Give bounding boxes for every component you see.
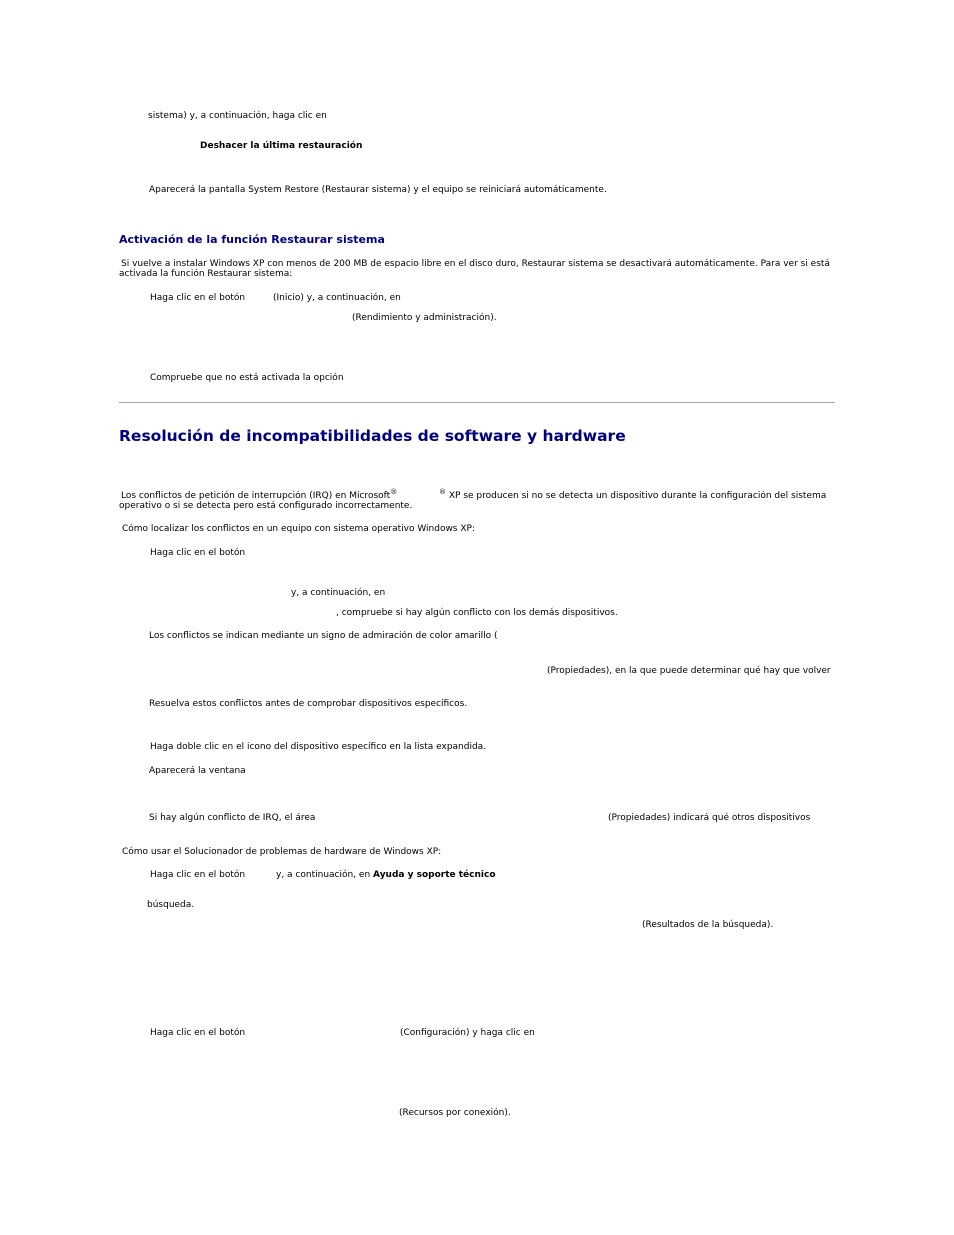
cfg-step-b: (Configuración) y haga clic en (400, 1028, 535, 1038)
resources-label: (Recursos por conexión). (399, 1108, 511, 1118)
locate-step4: Haga doble clic en el icono del dispositivo específico en la lista expandida. (150, 742, 487, 752)
registered-mark: ® (390, 488, 398, 496)
ts-step1-b: y, a continuación, en Ayuda y soporte técnico (276, 870, 496, 880)
window-note: Aparecerá la ventana (149, 766, 246, 776)
help-support-label: Ayuda y soporte técnico (373, 870, 496, 880)
activation-step3: Compruebe que no está activada la opción (150, 373, 344, 383)
activation-intro-line2: activada la función Restaurar sistema: (119, 269, 293, 279)
troubleshooter-intro: Cómo usar el Solucionador de problemas de hardware de Windows XP: (122, 847, 442, 857)
incompat-heading: Resolución de incompatibilidades de software y hardware (119, 427, 626, 445)
irq-note-b: (Propiedades) indicará qué otros dispositivos (608, 813, 811, 823)
activation-heading: Activación de la función Restaurar sistema (119, 233, 385, 246)
cfg-step-a: Haga clic en el botón (150, 1028, 246, 1038)
ts-search-tail: búsqueda. (147, 900, 195, 910)
registered-mark-2: ® (439, 488, 446, 496)
activation-intro-line1: Si vuelve a instalar Windows XP con menos de 200 MB de espacio libre en el disco duro, Restaurar sistema se desactivará automáticamente. Para ver si está (121, 259, 830, 269)
ts-results-label: (Resultados de la búsqueda). (642, 920, 774, 930)
locate-step1: Haga clic en el botón (150, 548, 246, 558)
locate-step3-tail: , compruebe si hay algún conflicto con los demás dispositivos. (336, 608, 618, 618)
incompat-intro-a: Los conflictos de petición de interrupción (IRQ) en Microsoft® (121, 488, 398, 501)
locate-intro: Cómo localizar los conflictos en un equipo con sistema operativo Windows XP: (122, 524, 475, 534)
incompat-intro-b: ® XP se producen si no se detecta un dispositivo durante la configuración del sistema (439, 488, 827, 501)
restore-result-note: Aparecerá la pantalla System Restore (Restaurar sistema) y el equipo se reiniciará automáticamente. (149, 185, 607, 195)
activation-step2-tail: (Rendimiento y administración). (352, 313, 497, 323)
ts-step1-a: Haga clic en el botón (150, 870, 246, 880)
incompat-intro-line2: operativo o si se detecta pero está configurado incorrectamente. (119, 501, 413, 511)
activation-step1-a: Haga clic en el botón (150, 293, 246, 303)
restore-step-tail: sistema) y, a continuación, haga clic en (148, 111, 327, 121)
undo-restore-option: Deshacer la última restauración (200, 141, 363, 151)
resolve-note: Resuelva estos conflictos antes de comprobar dispositivos específicos. (149, 699, 468, 709)
irq-note-a: Si hay algún conflicto de IRQ, el área (149, 813, 316, 823)
locate-step2-tail: y, a continuación, en (291, 588, 386, 598)
properties-note: (Propiedades), en la que puede determinar qué hay que volver (547, 666, 831, 676)
section-divider (119, 402, 835, 403)
conflicts-note: Los conflictos se indican mediante un signo de admiración de color amarillo ( (149, 631, 498, 641)
activation-step1-b: (Inicio) y, a continuación, en (273, 293, 401, 303)
